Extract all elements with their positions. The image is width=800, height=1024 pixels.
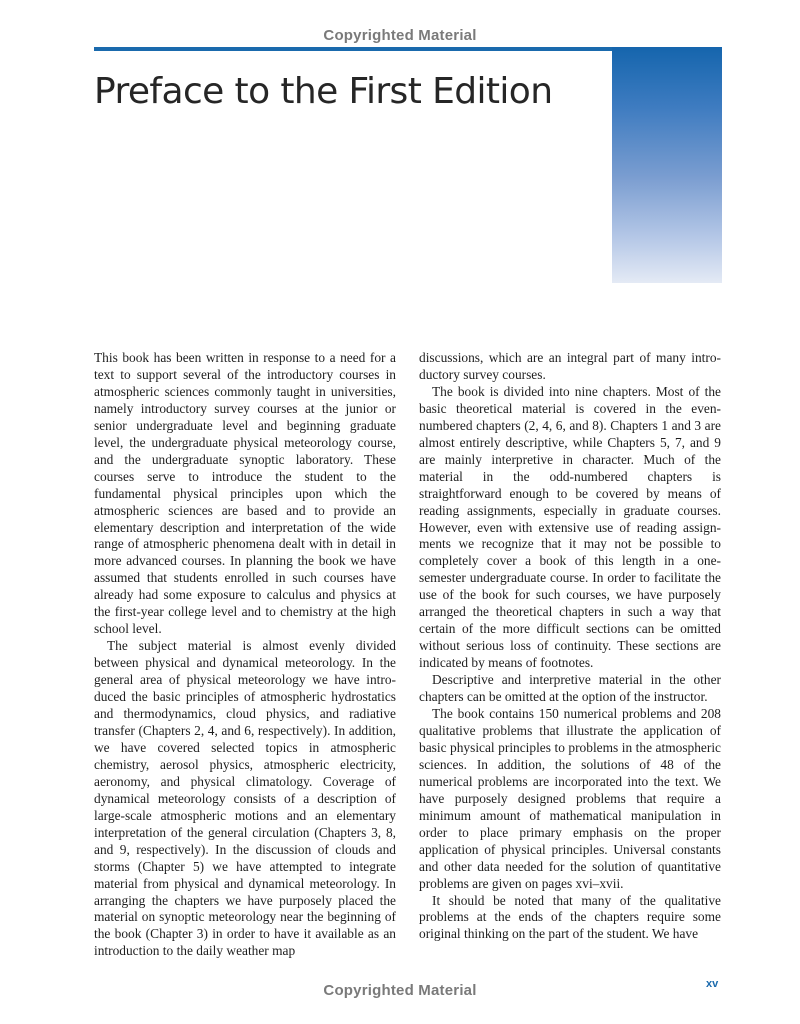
page-number: xv <box>706 978 719 990</box>
text-column-left <box>94 350 396 960</box>
paragraph: The book contains 150 numerical problems and 208 qualitative problems that illustrate the application of basic physical principles to problems in the atmospheric sciences. In addition, the solutions of 48 of the numerical problems are incorporated into the text. We have purposely designed problems that require a minimum amount of mathematical manipulation in order to place primary emphasis on the proper application of physical principles. Universal constants and other data needed for the solution of quantitative problems are given on pages xvi–xvii. <box>419 706 721 891</box>
paragraph: This book has been written in response to a need for a text to support several of the introductory courses in atmospheric sciences commonly taught in universities, namely introductory survey courses at the junior or senior undergraduate level and beginning graduate level, the undergraduate physical meteorology course, and the undergraduate synoptic laboratory. These courses serve to introduce the student to the fundamental physical principles upon which the atmospheric sciences are based and to provide an elementary description and interpretation of the wide range of atmospheric phenomena dealt with in detail in more advanced courses. In planning the book we have assumed that students enrolled in such courses have already had some exposure to calculus and physics at the first-year college level and to chemistry at the high school level. <box>94 350 396 637</box>
decorative-gradient-block <box>612 47 722 283</box>
header-rule <box>94 47 614 51</box>
paragraph: The subject material is almost evenly divided between physical and dynamical meteorology. In the general area of physical meteorology we have introduced the basic principles of atmospheric hydrostatics and thermodynamics, cloud physics, and radiative transfer (Chapters 2, 4, and 6, respectively). In addition, we have covered selected topics in atmospheric chemistry, aerosol physics, atmospheric electricity, aeronomy, and physical climatology. Coverage of dynamical meteorology consists of a description of large-scale atmospheric motions and an elementary interpretation of the general circulation (Chapters 3, 8, and 9, respectively). In the discussion of clouds and storms (Chapter 5) we have attempted to integrate material from physical and dynamical meteorology. In arranging the chapters we have purposely placed the material on synoptic meteorology near the beginning of the book (Chapter 3) in order to have it available as an introduction to the daily weather map <box>94 638 396 959</box>
page-title: Preface to the First Edition <box>94 71 553 112</box>
copyright-watermark-top: Copyrighted Material <box>323 27 477 44</box>
paragraph: It should be noted that many of the qualitative problems at the ends of the chapters require some original thinking on the part of the student. We have <box>419 892 721 942</box>
paragraph: Descriptive and interpretive material in the other chapters can be omitted at the option of the instructor. <box>419 672 721 705</box>
copyright-watermark-bottom: Copyrighted Material <box>323 982 477 999</box>
text-column-right <box>419 350 721 943</box>
paragraph: The book is divided into nine chapters. Most of the basic theoretical material is covered in the even-numbered chapters (2, 4, 6, and 8). Chapters 1 and 3 are almost entirely descriptive, while Chapters 5, 7, and 9 are mainly interpretive in character. Much of the material in the odd-numbered chapters is straightforward enough to be covered by means of reading assignments, especially in graduate courses. However, even with extensive use of reading assignments we recognize that it may not be possible to completely cover a book of this length in a one-semester undergraduate course. In order to facilitate the use of the book for such courses, we have purposely arranged the theoretical chapters in such a way that certain of the more difficult sections can be omitted without serious loss of continuity. These sections are indicated by means of footnotes. <box>419 383 721 671</box>
paragraph: discussions, which are an integral part of many introductory survey courses. <box>419 350 721 382</box>
